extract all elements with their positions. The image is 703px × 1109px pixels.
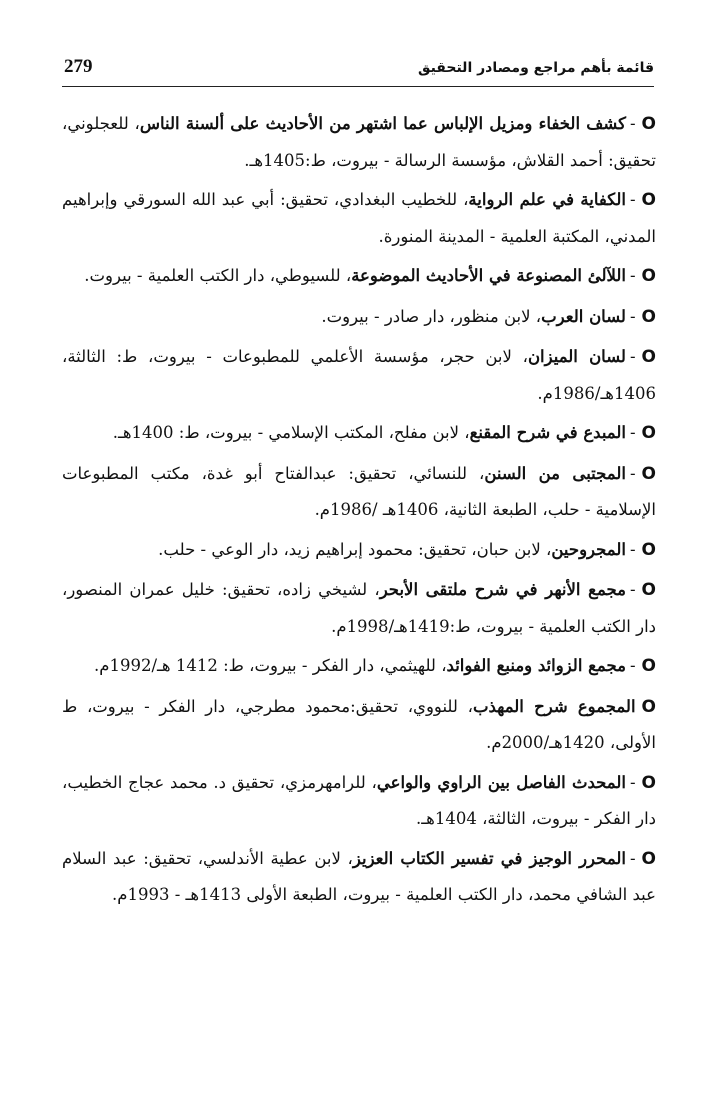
reference-entry: O-المحرر الوجيز في تفسير الكتاب العزيز، لابن عطية الأندلسي، تحقيق: عبد السلام عبد الشافي محمد، دار الكتب العلمية - بيروت، الطبعة الأولى 1413هـ - 1993م.	[62, 841, 656, 913]
bullet-o-icon: O	[641, 656, 656, 676]
reference-title: اللآلئ المصنوعة في الأحاديث الموضوعة	[351, 266, 626, 285]
bullet-o-icon: O	[641, 423, 656, 443]
reference-title: مجمع الزوائد ومنبع الفوائد	[446, 656, 626, 675]
reference-entry: O-لسان الميزان، لابن حجر، مؤسسة الأعلمي للمطبوعات - بيروت، ط: الثالثة، 1406هـ/1986م.	[62, 339, 656, 411]
bullet-o-icon: O	[641, 580, 656, 600]
bullet-o-icon: O	[641, 114, 656, 134]
bullet-o-icon: O	[641, 306, 656, 327]
reference-entry: O-كشف الخفاء ومزيل الإلباس عما اشتهر من الأحاديث على ألسنة الناس، للعجلوني، تحقيق: أحمد القلاش، مؤسسة الرسالة - بيروت، ط:1405هـ.	[62, 106, 656, 178]
bullet-o-icon: O	[641, 266, 656, 286]
reference-details: ، لابن حبان، تحقيق: محمود إبراهيم زيد، دار الوعي - حلب.	[158, 539, 552, 559]
reference-title: لسان الميزان	[527, 347, 626, 366]
reference-entry: O-اللآلئ المصنوعة في الأحاديث الموضوعة، للسيوطي، دار الكتب العلمية - بيروت.	[62, 258, 656, 295]
reference-details: ، للنسائي، تحقيق: عبدالفتاح أبو غدة، مكتب المطبوعات الإسلامية - حلب، الطبعة الثانية، 1406هـ /1986م.	[62, 463, 656, 519]
reference-entry: O-مجمع الزوائد ومنبع الفوائد، للهيثمي، دار الفكر - بيروت، ط: 1412 هـ/1992م.	[62, 648, 656, 685]
reference-details: ، لابن عطية الأندلسي، تحقيق: عبد السلام عبد الشافي محمد، دار الكتب العلمية - بيروت، الطبعة الأولى 1413هـ - 1993م.	[62, 848, 656, 904]
reference-title: المحرر الوجيز في تفسير الكتاب العزيز	[352, 848, 626, 868]
reference-title: المحدث الفاصل بين الراوي والواعي	[376, 772, 626, 792]
bullet-o-icon: O	[641, 190, 656, 210]
running-title: قائمة بأهم مراجع ومصادر التحقيق	[417, 60, 654, 76]
reference-entry: O-الكفاية في علم الرواية، للخطيب البغدادي، تحقيق: أبي عبد الله السورقي وإبراهيم المدني، المكتبة العلمية - المدينة المنورة.	[62, 182, 656, 254]
bullet-o-icon: O	[641, 696, 656, 717]
reference-entry	[62, 689, 656, 761]
page-number: 279	[64, 56, 93, 77]
reference-title: المجروحين	[551, 539, 626, 559]
reference-details: ، لابن منظور، دار صادر - بيروت.	[321, 306, 542, 326]
reference-details: ، للخطيب البغدادي، تحقيق: أبي عبد الله السورقي وإبراهيم المدني، المكتبة العلمية - المدينة المنورة.	[62, 190, 656, 246]
page-header	[62, 56, 654, 87]
reference-title: الكفاية في علم الرواية	[468, 190, 626, 209]
reference-title: المبدع في شرح المقنع	[469, 423, 626, 442]
bullet-o-icon: O	[641, 463, 656, 484]
reference-details: ، للعجلوني، تحقيق: أحمد القلاش، مؤسسة الرسالة - بيروت، ط:1405هـ.	[62, 114, 656, 170]
reference-details: ، للرامهرمزي، تحقيق د. محمد عجاج الخطيب، دار الفكر - بيروت، الثالثة، 1404هـ.	[62, 772, 656, 828]
bullet-o-icon: O	[641, 347, 656, 367]
reference-details: ، لابن حجر، مؤسسة الأعلمي للمطبوعات - بيروت، ط: الثالثة، 1406هـ/1986م.	[62, 347, 656, 403]
reference-details: ، لابن مفلح، المكتب الإسلامي - بيروت، ط: 1400هـ.	[112, 423, 470, 442]
reference-details: ، لشيخي زاده، تحقيق: خليل عمران المنصور، دار الكتب العلمية - بيروت، ط:1419هـ/1998م.	[62, 580, 656, 636]
reference-title: المجموع شرح المهذب	[472, 696, 636, 716]
reference-title: كشف الخفاء ومزيل الإلباس عما اشتهر من الأحاديث على ألسنة الناس	[139, 114, 626, 133]
reference-details: ، للسيوطي، دار الكتب العلمية - بيروت.	[84, 266, 352, 285]
reference-details: ، للنووي، تحقيق:محمود مطرجي، دار الفكر - بيروت، ط الأولى، 1420هـ/2000م.	[62, 696, 656, 752]
reference-list	[62, 106, 656, 917]
reference-entry: O-المجروحين، لابن حبان، تحقيق: محمود إبراهيم زيد، دار الوعي - حلب.	[62, 532, 656, 569]
reference-title: لسان العرب	[541, 306, 626, 326]
bullet-o-icon: O	[641, 848, 656, 869]
reference-entry: O-المبدع في شرح المقنع، لابن مفلح، المكتب الإسلامي - بيروت، ط: 1400هـ.	[62, 415, 656, 452]
reference-entry: O-مجمع الأنهر في شرح ملتقى الأبحر، لشيخي زاده، تحقيق: خليل عمران المنصور، دار الكتب العلمية - بيروت، ط:1419هـ/1998م.	[62, 572, 656, 644]
reference-entry: O-المحدث الفاصل بين الراوي والواعي، للرامهرمزي، تحقيق د. محمد عجاج الخطيب، دار الفكر - بيروت، الثالثة، 1404هـ.	[62, 765, 656, 837]
reference-entry: O-لسان العرب، لابن منظور، دار صادر - بيروت.	[62, 299, 656, 336]
reference-title: المجتبى من السنن	[484, 463, 626, 483]
reference-entry: O-المجتبى من السنن، للنسائي، تحقيق: عبدالفتاح أبو غدة، مكتب المطبوعات الإسلامية - حلب، الطبعة الثانية، 1406هـ /1986م.	[62, 456, 656, 528]
bullet-o-icon: O	[641, 539, 656, 560]
reference-details: ، للهيثمي، دار الفكر - بيروت، ط: 1412 هـ/1992م.	[94, 656, 447, 675]
reference-title: مجمع الأنهر في شرح ملتقى الأبحر	[379, 580, 626, 599]
bullet-o-icon: O	[641, 772, 656, 793]
